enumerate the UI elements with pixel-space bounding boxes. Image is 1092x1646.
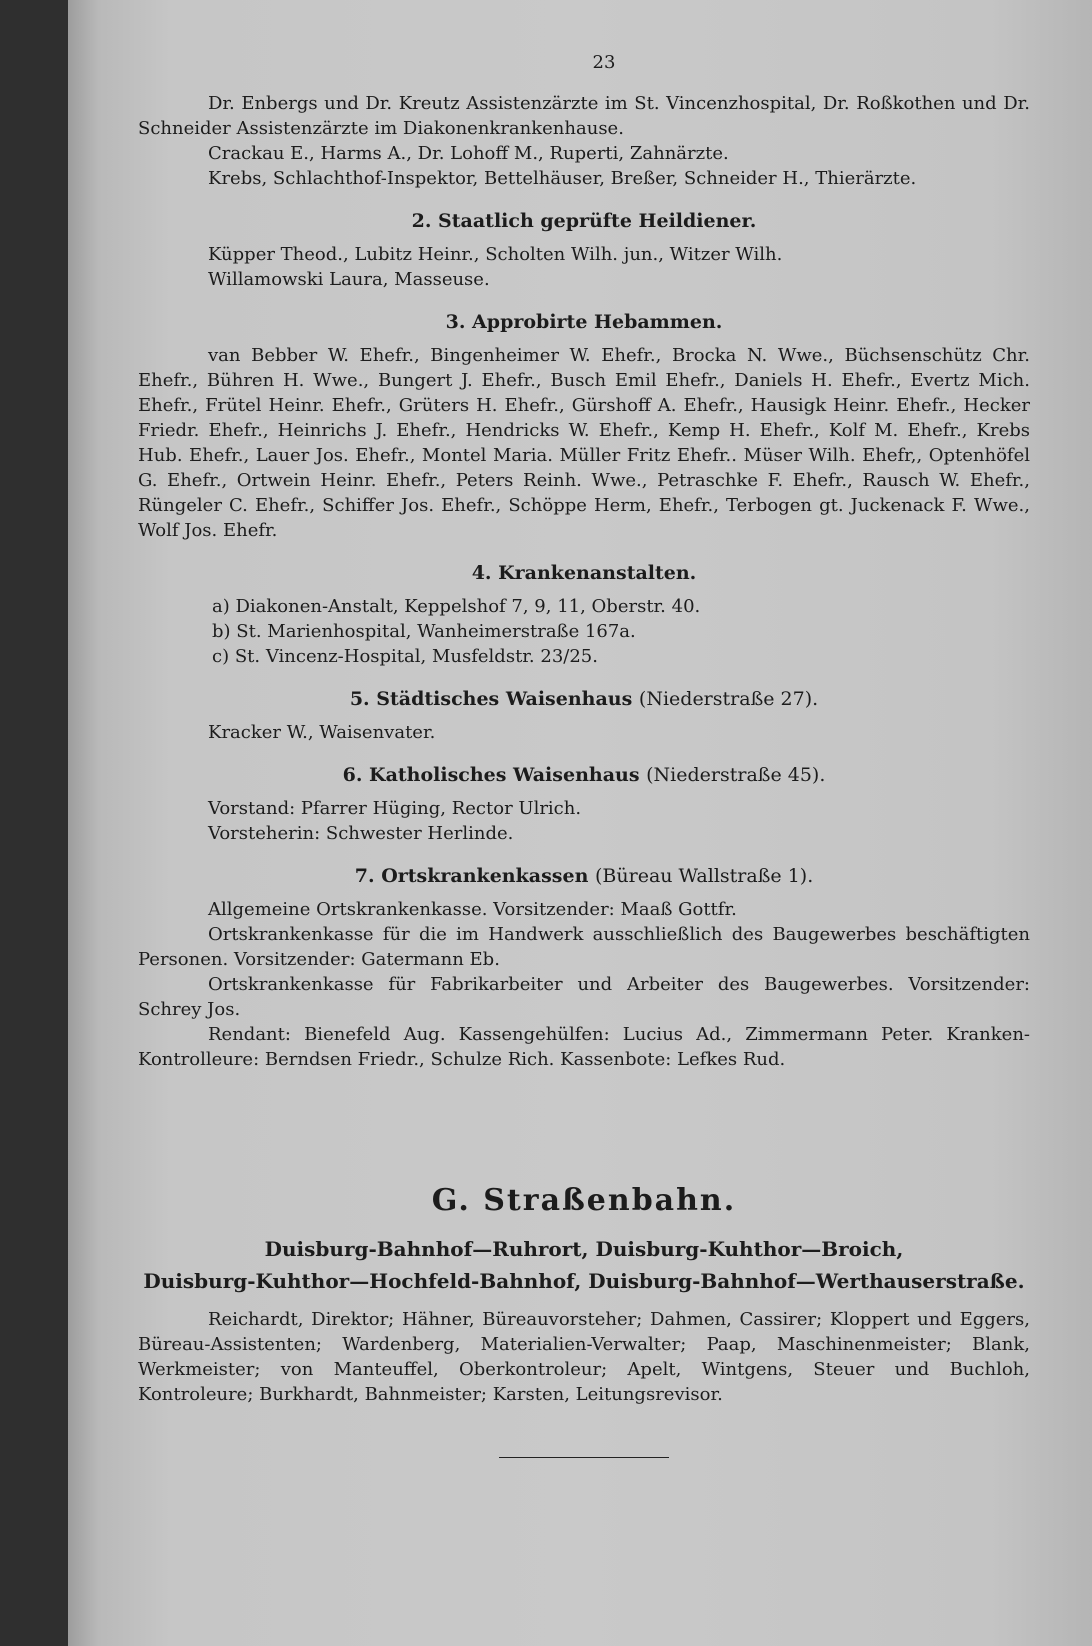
intro-paragraph-1: Dr. Enbergs und Dr. Kreutz Assistenzärzte im St. Vincenzhospital, Dr. Roßkothen und Dr. Schneider Assistenzärzte im Diakonenkrankenhause. — [138, 93, 1030, 139]
tram-staff-paragraph: Reichardt, Direktor; Hähner, Büreauvorsteher; Dahmen, Cassirer; Kloppert und Eggers, Büreau-Assistenten; Wardenberg, Materialien-Verwalter; Paap, Maschinenmeister; Blank, Werkmeister; von Manteuffel, Oberkontroleur; Apelt, Wintgens, Steuer und Buchloh, Kontroleure; Burkhardt, Bahnmeister; Karsten, Leitungsrevisor. — [138, 1309, 1030, 1405]
end-rule-divider — [499, 1457, 669, 1458]
list-item: c) St. Vincenz-Hospital, Musfeldstr. 23/25. — [212, 646, 598, 667]
tram-routes-line: Duisburg-Kuhthor—Hochfeld-Bahnhof, Duisburg-Bahnhof—Werthauserstraße. — [143, 1269, 1025, 1293]
section-heading-address: (Büreau Wallstraße 1). — [595, 865, 814, 887]
tram-routes — [138, 1233, 1030, 1297]
section-heading-ortskrankenkassen — [138, 864, 1030, 889]
page-number: 23 — [592, 52, 616, 73]
intro-paragraph-2: Crackau E., Harms A., Dr. Lohoff M., Ruperti, Zahnärzte. — [208, 143, 729, 164]
section-heading-text: 6. Katholisches Waisenhaus — [342, 764, 640, 786]
section-heading-krankenanstalten — [138, 561, 1030, 586]
intro-paragraph-3: Krebs, Schlachthof-Inspektor, Bettelhäuser, Breßer, Schneider H., Thierärzte. — [208, 168, 917, 189]
section-heading-text: 2. Staatlich geprüfte Heildiener. — [411, 210, 757, 232]
section-heading-address: (Niederstraße 27). — [638, 688, 819, 710]
tram-routes-line: Duisburg-Bahnhof—Ruhrort, Duisburg-Kuhthor—Broich, — [264, 1237, 904, 1261]
section-paragraph: Ortskrankenkasse für die im Handwerk ausschließlich des Baugewerbes beschäftigten Personen. Vorsitzender: Gatermann Eb. — [138, 924, 1030, 970]
section-heading-hebammen — [138, 310, 1030, 335]
section-line: Vorstand: Pfarrer Hüging, Rector Ulrich. — [208, 798, 582, 819]
section-heading-text: 5. Städtisches Waisenhaus — [349, 688, 633, 710]
section-heading-heildiener — [138, 209, 1030, 234]
section-heading-text: 7. Ortskrankenkassen — [354, 865, 589, 887]
section-line: Willamowski Laura, Masseuse. — [208, 269, 490, 290]
list-item: b) St. Marienhospital, Wanheimerstraße 167a. — [212, 621, 636, 642]
section-paragraph: Ortskrankenkasse für Fabrikarbeiter und Arbeiter des Baugewerbes. Vorsitzender: Schrey Jos. — [138, 974, 1030, 1020]
list-item: a) Diakonen-Anstalt, Keppelshof 7, 9, 11, Oberstr. 40. — [212, 596, 701, 617]
chapter-heading-strassenbahn: G. Straßenbahn. — [431, 1183, 737, 1218]
section-paragraph: van Bebber W. Ehefr., Bingenheimer W. Ehefr., Brocka N. Wwe., Büchsenschütz Chr. Ehefr., Bühren H. Wwe., Bungert J. Ehefr., Busch Emil Ehefr., Daniels H. Ehefr., Evertz Mich. Ehefr., Frütel Heinr. Ehefr., Grüters H. Ehefr., Gürshoff A. Ehefr., Hausigk Heinr. Ehefr., Hecker Friedr. Ehefr., Heinrichs J. Ehefr., Hendricks W. Ehefr., Kemp H. Ehefr., Kolf M. Ehefr., Krebs Hub. Ehefr., Lauer Jos. Ehefr., Montel Maria. Müller Fritz Ehefr.. Müser Wilh. Ehefr,, Optenhöfel G. Ehefr., Ortwein Heinr. Ehefr., Peters Reinh. Wwe., Petraschke F. Ehefr., Rausch W. Ehefr., Rüngeler C. Ehefr., Schiffer Jos. Ehefr., Schöppe Herm, Ehefr., Terbogen gt. Juckenack F. Wwe., Wolf Jos. Ehefr. — [138, 345, 1030, 541]
section-heading-katholisches-waisenhaus — [138, 763, 1030, 788]
section-paragraph: Rendant: Bienefeld Aug. Kassengehülfen: Lucius Ad., Zimmermann Peter. Kranken-Kontrolleure: Berndsen Friedr., Schulze Rich. Kassenbote: Lefkes Rud. — [138, 1024, 1030, 1070]
section-line: Vorsteherin: Schwester Herlinde. — [208, 823, 514, 844]
section-heading-staedtisches-waisenhaus — [138, 687, 1030, 712]
section-line: Kracker W., Waisenvater. — [208, 722, 436, 743]
hospital-list — [138, 594, 1030, 669]
document-page — [138, 50, 1030, 1458]
section-heading-text: 3. Approbirte Hebammen. — [445, 311, 723, 333]
section-heading-text: 4. Krankenanstalten. — [471, 562, 697, 584]
section-heading-address: (Niederstraße 45). — [646, 764, 826, 786]
section-paragraph: Allgemeine Ortskrankenkasse. Vorsitzender: Maaß Gottfr. — [208, 899, 737, 920]
section-line: Küpper Theod., Lubitz Heinr., Scholten Wilh. jun., Witzer Wilh. — [208, 244, 783, 265]
